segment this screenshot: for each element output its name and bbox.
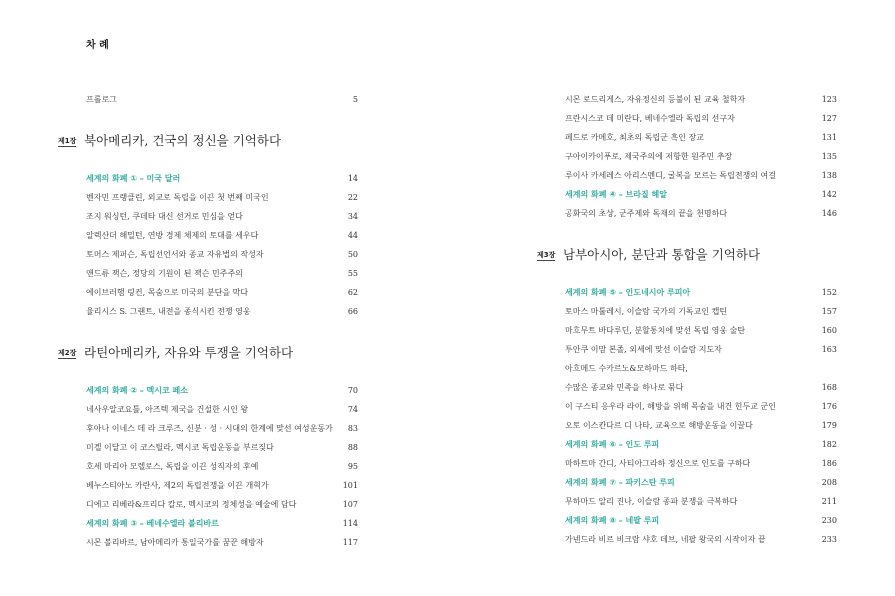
toc-page-number: 211 [821, 497, 837, 506]
toc-page-number: 208 [821, 478, 837, 487]
toc-entry [537, 454, 837, 473]
toc-entry-title: 루이사 카세레스 아리스멘디, 굴복을 모르는 독립전쟁의 여걸 [565, 171, 776, 180]
toc-entry-title: 세계의 화폐 ③ – 베네수엘라 볼리바르 [86, 519, 219, 528]
toc-entry [58, 495, 358, 514]
toc-entry [537, 128, 837, 147]
toc-entry-title: 프롤로그 [86, 95, 117, 104]
toc-entry [537, 90, 837, 109]
toc-section-heading [537, 473, 837, 492]
toc-left-column [58, 90, 358, 552]
toc-section-heading [58, 381, 358, 400]
spacer [537, 223, 837, 235]
toc-page-number: 163 [821, 345, 837, 354]
toc-page-number: 101 [342, 481, 358, 490]
toc-entry-title: 수많은 종교와 민족을 하나로 묶다 [565, 383, 684, 392]
toc-page-number: 5 [352, 95, 358, 104]
toc-entry [58, 226, 358, 245]
toc-entry-title: 투안쿠 이맘 본졸, 외세에 맞선 이슬람 지도자 [565, 345, 722, 354]
toc-page-number: 127 [821, 114, 837, 123]
toc-entry-title: 마흐무트 바다루딘, 분할통치에 맞선 독립 영웅 술탄 [565, 326, 746, 335]
toc-entry-title: 세계의 화폐 ② – 멕시코 페소 [86, 386, 188, 395]
toc-entry-title: 에이브러햄 링컨, 목숨으로 미국의 분단을 막다 [86, 288, 249, 297]
toc-entry-title: 시몬 볼리바르, 남아메리카 통일국가를 꿈꾼 해방자 [86, 538, 264, 547]
toc-page-number: 152 [821, 288, 837, 297]
toc-page-number: 157 [821, 307, 837, 316]
chapter-number: 제2장 [58, 333, 76, 373]
toc-entry [58, 438, 358, 457]
toc-entry-title: 조지 워싱턴, 쿠데타 대신 선거로 민심을 얻다 [86, 212, 243, 221]
spacer [58, 161, 358, 169]
toc-entry [58, 245, 358, 264]
toc-entry [537, 321, 837, 340]
toc-page-number: 14 [347, 174, 358, 183]
toc-entry-title: 디에고 리베라&프리다 칼로, 멕시코의 정체성을 예술에 담다 [86, 500, 297, 509]
toc-page-number: 55 [347, 269, 358, 278]
toc-entry-title: 후아나 이네스 데 라 크루즈, 신분 · 성 · 시대의 한계에 맞선 여성운동가 [86, 424, 333, 433]
toc-entry [537, 492, 837, 511]
chapter-heading [58, 333, 358, 373]
chapter-number: 제1장 [58, 121, 76, 161]
toc-page-number: 50 [347, 250, 358, 259]
toc-entry-title: 세계의 화폐 ⑥ – 인도 루피 [565, 440, 660, 449]
toc-page-number: 123 [821, 95, 837, 104]
toc-entry-title: 무하마드 알리 진나, 이슬람 종파 분쟁을 극복하다 [565, 497, 738, 506]
toc-page-number: 146 [821, 209, 837, 218]
toc-entry-title: 앤드류 잭슨, 정당의 기원이 된 잭슨 민주주의 [86, 269, 243, 278]
toc-right-column [537, 90, 837, 549]
spacer [58, 321, 358, 333]
toc-page-number: 88 [347, 443, 358, 452]
toc-page-number: 62 [347, 288, 358, 297]
toc-entry [58, 283, 358, 302]
toc-page-number: 142 [821, 190, 837, 199]
toc-page-number: 176 [821, 402, 837, 411]
toc-page-number: 186 [821, 459, 837, 468]
chapter-title: 남부아시아, 분단과 통합을 기억하다 [563, 247, 761, 262]
toc-entry-title: 아흐메드 수카르노&모하마드 하타, [565, 364, 688, 373]
toc-entry-title: 세계의 화폐 ① – 미국 달러 [86, 174, 181, 183]
toc-page-number: 74 [347, 405, 358, 414]
toc-page-number: 168 [821, 383, 837, 392]
toc-entry [537, 359, 837, 378]
toc-entry [58, 400, 358, 419]
toc-entry-title: 벤자민 프랭클린, 외교로 독립을 이끈 첫 번째 미국인 [86, 193, 269, 202]
toc-entry [537, 416, 837, 435]
toc-page-number: 135 [821, 152, 837, 161]
toc-entry [537, 340, 837, 359]
toc-page-number: 131 [821, 133, 837, 142]
toc-entry-title: 오토 이스칸다르 디 나타, 교육으로 해방운동을 이끌다 [565, 421, 753, 430]
toc-entry-title: 미겔 이달고 이 코스틸라, 멕시코 독립운동을 부르짖다 [86, 443, 274, 452]
toc-page-number: 22 [347, 193, 358, 202]
toc-page-number: 70 [347, 386, 358, 395]
toc-entry-title: 페드로 카메호, 최초의 독립군 흑인 장교 [565, 133, 704, 142]
chapter-title: 북아메리카, 건국의 정신을 기억하다 [84, 133, 282, 148]
toc-page-number: 66 [347, 307, 358, 316]
toc-entry-title: 세계의 화폐 ⑦ – 파키스탄 루피 [565, 478, 675, 487]
toc-entry [58, 302, 358, 321]
toc-section-heading [58, 169, 358, 188]
toc-entry [58, 457, 358, 476]
toc-section-heading [58, 514, 358, 533]
toc-section-heading [537, 283, 837, 302]
toc-entry-title: 율리시스 S. 그랜트, 내전을 종식시킨 전쟁 영웅 [86, 307, 251, 316]
toc-entry [58, 188, 358, 207]
toc-page-number: 83 [347, 424, 358, 433]
toc-entry-title: 세계의 화폐 ④ – 브라질 헤알 [565, 190, 667, 199]
toc-entry [58, 533, 358, 552]
toc-entry [537, 530, 837, 549]
toc-page-number: 138 [821, 171, 837, 180]
toc-entry [537, 302, 837, 321]
toc-page-number: 95 [347, 462, 358, 471]
toc-section-heading [537, 435, 837, 454]
toc-entry [58, 90, 358, 109]
spacer [58, 373, 358, 381]
toc-entry-title: 프란시스코 데 미란다, 베네수엘라 독립의 선구자 [565, 114, 735, 123]
toc-entry-title: 네사우알코요틀, 아즈텍 제국을 건설한 시인 왕 [86, 405, 249, 414]
toc-entry-title: 가넨드라 비르 비크람 샤호 데브, 네팔 왕국의 시작이자 끝 [565, 535, 766, 544]
toc-entry [537, 378, 837, 397]
chapter-number: 제3장 [537, 235, 555, 275]
toc-entry-title: 세계의 화폐 ⑧ – 네팔 루피 [565, 516, 660, 525]
toc-entry [537, 109, 837, 128]
toc-entry [537, 397, 837, 416]
toc-entry-title: 베누스티아노 카란사, 제2의 독립전쟁을 이끈 개혁가 [86, 481, 269, 490]
toc-entry [537, 166, 837, 185]
toc-entry [537, 147, 837, 166]
toc-entry-title: 토마스 마툴레시, 이슬람 국가의 기독교인 캡틴 [565, 307, 728, 316]
toc-entry-title: 마하트마 간디, 사티아그라하 정신으로 인도를 구하다 [565, 459, 751, 468]
toc-entry-title: 구아이카이푸로, 제국주의에 저항한 원주민 추장 [565, 152, 733, 161]
chapter-heading [537, 235, 837, 275]
toc-entry-title: 공화국의 초상, 군주제와 독재의 끝을 천명하다 [565, 209, 728, 218]
toc-entry [537, 204, 837, 223]
toc-page-number: 182 [821, 440, 837, 449]
toc-entry [58, 476, 358, 495]
toc-page-number: 107 [342, 500, 358, 509]
toc-page-number: 160 [821, 326, 837, 335]
toc-entry-title: 세계의 화폐 ⑤ – 인도네시아 루피아 [565, 288, 691, 297]
toc-entry [58, 207, 358, 226]
toc-page-number: 114 [342, 519, 358, 528]
spacer [537, 275, 837, 283]
toc-section-heading [537, 185, 837, 204]
toc-entry-title: 토머스 제퍼슨, 독립선언서와 종교 자유법의 작성자 [86, 250, 264, 259]
spacer [58, 109, 358, 121]
chapter-heading [58, 121, 358, 161]
toc-page-number: 34 [347, 212, 358, 221]
toc-entry-title: 알렉산더 해밀턴, 연방 경제 체제의 토대를 세우다 [86, 231, 259, 240]
chapter-title: 라틴아메리카, 자유와 투쟁을 기억하다 [84, 345, 294, 360]
toc-page-number: 117 [342, 538, 358, 547]
toc-page-number: 233 [821, 535, 837, 544]
toc-entry-title: 시몬 로드리게스, 자유정신의 등불이 된 교육 철학자 [565, 95, 746, 104]
toc-entry-title: 호세 마리아 모렐로스, 독립을 이끈 성직자의 후예 [86, 462, 259, 471]
toc-entry-title: 이 구스티 응우라 라이, 해방을 위해 목숨을 내건 힌두교 군인 [565, 402, 776, 411]
toc-entry [58, 419, 358, 438]
toc-page-number: 179 [821, 421, 837, 430]
toc-entry [58, 264, 358, 283]
toc-page-number: 44 [347, 231, 358, 240]
page-title: 차 례 [86, 40, 109, 51]
toc-section-heading [537, 511, 837, 530]
toc-page-number: 230 [821, 516, 837, 525]
